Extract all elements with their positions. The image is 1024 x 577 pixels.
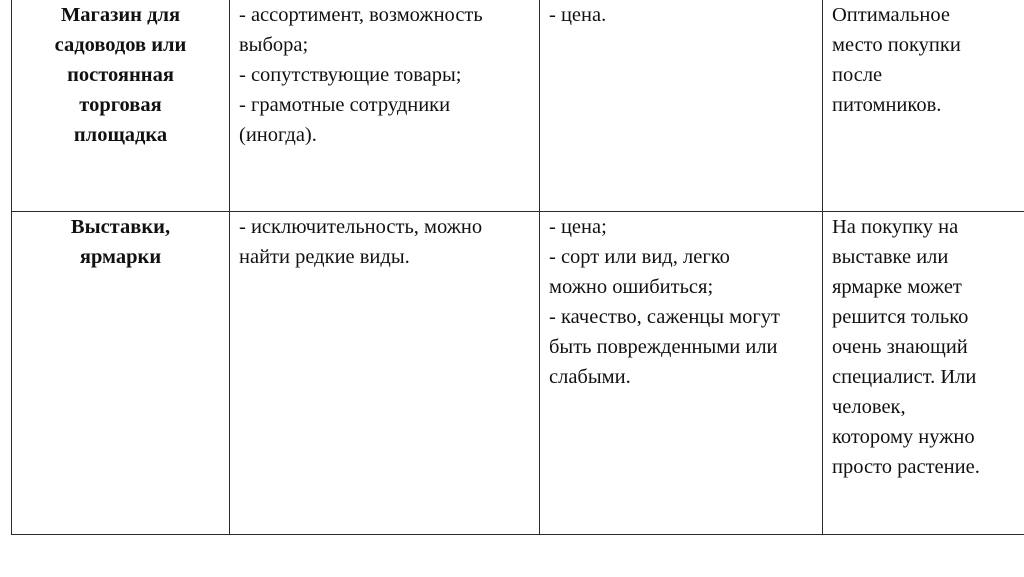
cell-line: быть поврежденными или: [549, 335, 778, 358]
cell-line: очень знающий: [832, 335, 968, 358]
pros-cell: [230, 0, 540, 211]
cell-line: - сопутствующие товары;: [239, 64, 462, 86]
cell-line: - исключительность, можно: [239, 215, 483, 238]
place-name-cell: [12, 0, 230, 211]
cell-line: - цена;: [549, 215, 607, 238]
cell-line: Выставки,: [70, 215, 171, 238]
cell-line: выставке или: [832, 245, 949, 268]
cell-line: питомников.: [832, 94, 942, 116]
cell-line: Оптимальное: [832, 4, 950, 26]
place-name-cell: [12, 211, 230, 534]
cell-line: ярмарке может: [832, 275, 962, 298]
note-cell: [823, 0, 1024, 211]
cell-line: решится только: [832, 305, 969, 328]
cell-line: найти редкие виды.: [239, 245, 410, 268]
cell-line: место покупки: [832, 34, 961, 56]
cell-line: выбора;: [239, 34, 309, 56]
cell-line: Магазин для: [60, 4, 181, 26]
cell-line: ярмарки: [79, 245, 162, 268]
pros-cell: [230, 211, 540, 534]
table-row: [12, 211, 1024, 534]
cell-line: - ассортимент, возможность: [239, 4, 483, 26]
cell-line: специалист. Или: [832, 365, 977, 388]
comparison-table: [11, 0, 1024, 535]
cell-line: после: [832, 64, 883, 86]
cons-cell: [540, 0, 823, 211]
cell-line: слабыми.: [549, 365, 631, 388]
cell-line: человек,: [832, 395, 906, 418]
cell-line: садоводов или: [54, 34, 187, 56]
note-cell: [823, 211, 1024, 534]
cell-line: торговая: [79, 94, 162, 116]
cell-line: - качество, саженцы могут: [549, 305, 781, 328]
cell-line: площадка: [73, 124, 168, 146]
cell-line: (иногда).: [239, 124, 317, 146]
cons-cell: [540, 211, 823, 534]
cell-line: постоянная: [67, 64, 174, 86]
cell-line: можно ошибиться;: [549, 275, 714, 298]
cell-line: - грамотные сотрудники: [239, 94, 451, 116]
table-row: [12, 0, 1024, 211]
cell-line: - цена.: [549, 4, 607, 26]
cell-line: - сорт или вид, легко: [549, 245, 730, 268]
cell-line: которому нужно: [832, 425, 975, 448]
cell-line: просто растение.: [832, 455, 980, 478]
cell-line: На покупку на: [832, 215, 959, 238]
